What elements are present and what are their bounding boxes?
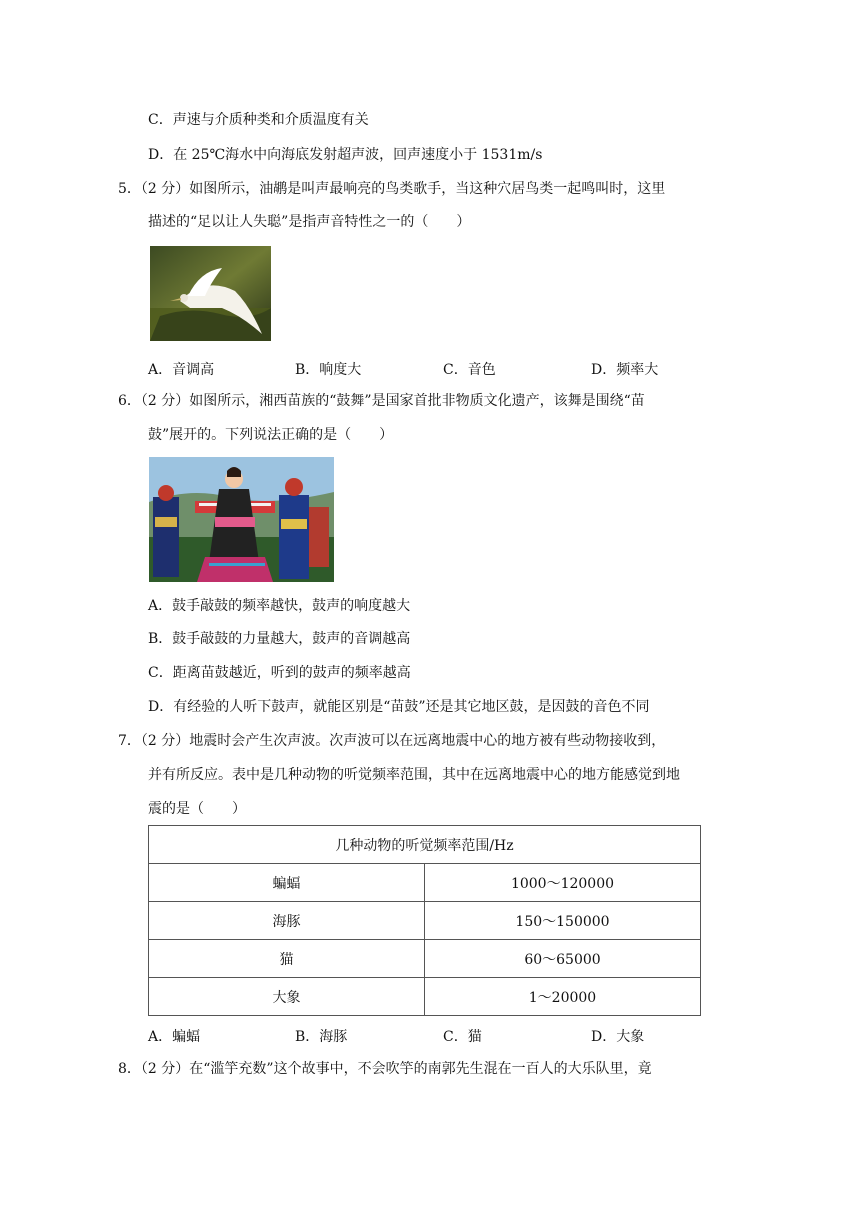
- q8-stem-line1: 8．（2 分）在“滥竽充数”这个故事中，不会吹竽的南郭先生混在一百人的大乐队里，竟: [118, 1061, 652, 1077]
- q6-option-c: C．距离苗鼓越近，听到的鼓声的频率越高: [148, 665, 411, 681]
- q5-option-d: D．频率大: [591, 362, 659, 378]
- q5-option-a: A．音调高: [148, 362, 215, 378]
- animal-cell: 猫: [149, 940, 425, 978]
- q7-stem-line3: 震的是（ ）: [148, 801, 246, 817]
- hearing-frequency-table: [148, 825, 701, 1016]
- range-cell: 60～65000: [425, 940, 701, 978]
- q6-option-d: D．有经验的人听下鼓声，就能区别是“苗鼓”还是其它地区鼓，是因鼓的音色不同: [148, 699, 650, 715]
- q7-option-c: C．猫: [443, 1029, 482, 1045]
- q6-stem-line2: 鼓”展开的。下列说法正确的是（ ）: [148, 427, 394, 443]
- q7-option-a: A．蝙蝠: [148, 1029, 201, 1045]
- table-header: 几种动物的听觉频率范围/Hz: [149, 826, 701, 864]
- q7-stem-line1: 7．（2 分）地震时会产生次声波。次声波可以在远离地震中心的地方被有些动物接收到，: [118, 733, 666, 749]
- q6-option-b: B．鼓手敲鼓的力量越大，鼓声的音调越高: [148, 631, 411, 647]
- q7-stem-line2: 并有所反应。表中是几种动物的听觉频率范围，其中在远离地震中心的地方能感觉到地: [148, 767, 680, 783]
- animal-cell: 海豚: [149, 902, 425, 940]
- table-row: [149, 978, 701, 1016]
- q7-option-b: B．海豚: [295, 1029, 348, 1045]
- q6-option-a: A．鼓手敲鼓的频率越快，鼓声的响度越大: [148, 598, 411, 614]
- q5-stem-line1: 5．（2 分）如图所示，油鹕是叫声最响亮的鸟类歌手，当这种穴居鸟类一起鸣叫时，这里: [118, 181, 666, 197]
- egret-photo: [150, 246, 271, 341]
- range-cell: 1～20000: [425, 978, 701, 1016]
- q4-option-d: D．在 25℃海水中向海底发射超声波，回声速度小于 1531m/s: [148, 147, 543, 163]
- table-header-row: [149, 826, 701, 864]
- q7-option-d: D．大象: [591, 1029, 645, 1045]
- q5-option-c: C．音色: [443, 362, 496, 378]
- q5-option-b: B．响度大: [295, 362, 362, 378]
- table-row: [149, 902, 701, 940]
- q6-stem-line1: 6．（2 分）如图所示，湘西苗族的“鼓舞”是国家首批非物质文化遗产，该舞是围绕“苗: [118, 393, 645, 409]
- table-row: [149, 864, 701, 902]
- animal-cell: 蝙蝠: [149, 864, 425, 902]
- table-row: [149, 940, 701, 978]
- range-cell: 150～150000: [425, 902, 701, 940]
- q5-stem-line2: 描述的“足以让人失聪”是指声音特性之一的（ ）: [148, 214, 471, 230]
- miao-drum-dance-photo: [149, 457, 334, 582]
- range-cell: 1000～120000: [425, 864, 701, 902]
- q4-option-c: C．声速与介质种类和介质温度有关: [148, 112, 369, 128]
- animal-cell: 大象: [149, 978, 425, 1016]
